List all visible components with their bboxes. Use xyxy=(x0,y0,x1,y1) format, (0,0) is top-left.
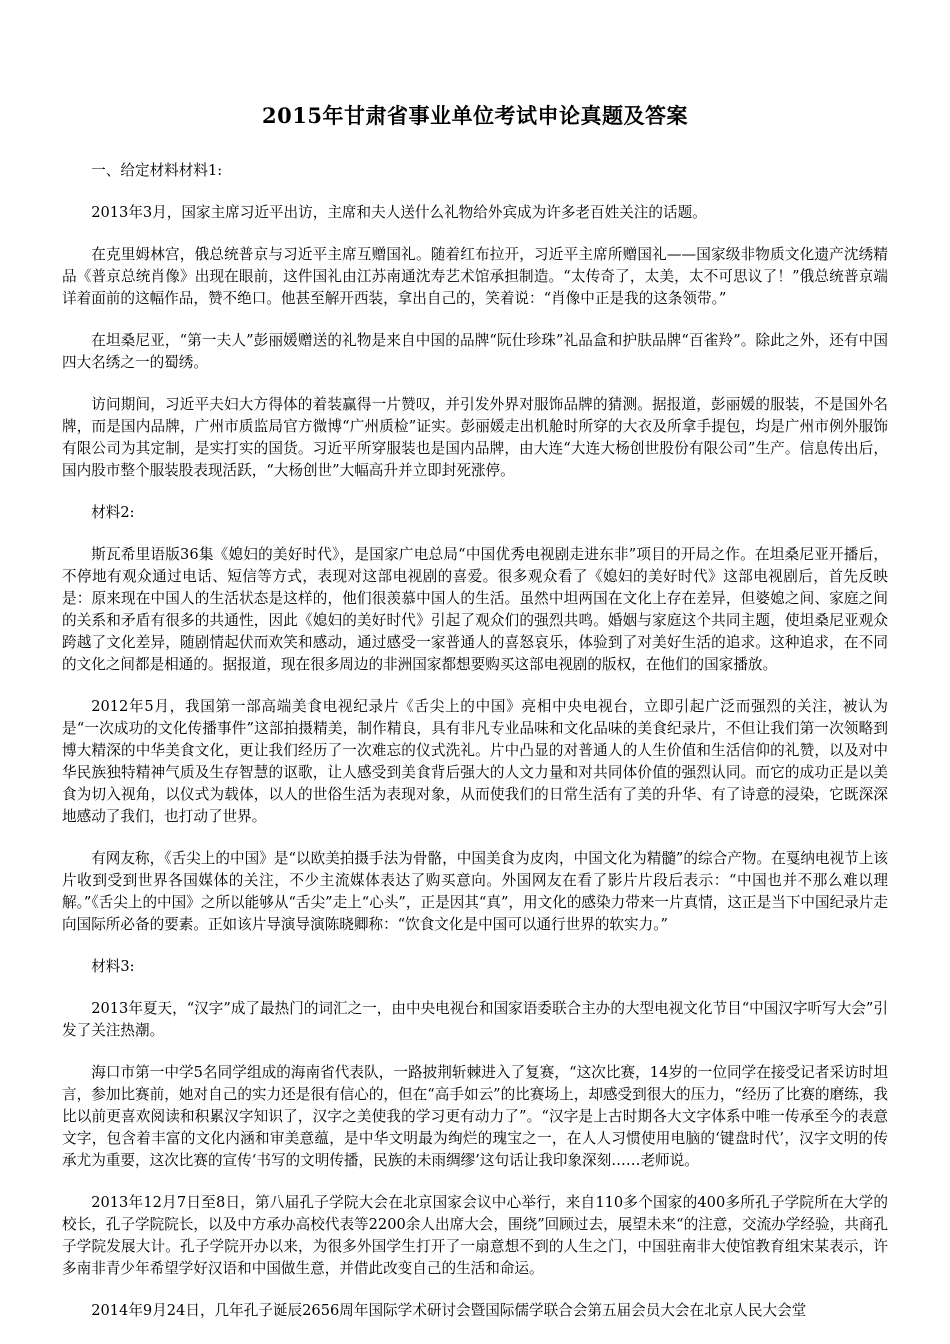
document-title: 2015年甘肃省事业单位考试申论真题及答案 xyxy=(262,103,688,128)
paragraph: 海口市第一中学5名同学组成的海南省代表队，一路披荆斩棘进入了复赛，“这次比赛，14岁的一位同学在接受记者采访时坦言，参加比赛前，她对自己的实力还是很有信心的，但在“高手如云”的比赛场上，却感受到很大的压力，“经历了比赛的磨练，我比以前更喜欢阅读和积累汉字知识了，汉字之美使我的学习更有动力了”。“汉字是上古时期各大文字体系中唯一传承至今的表意文字，包含着丰富的文化内涵和审美意蕴，是中华文明最为绚烂的瑰宝之一，在人人习惯使用电脑的‘键盘时代’，汉字文明的传承尤为重要，这次比赛的宣传‘书写的文明传播，民族的未雨绸缪’这句话让我印象深刻……老师说。 xyxy=(62,1064,888,1169)
paragraph: 2013年夏天，“汉字”成了最热门的词汇之一，由中央电视台和国家语委联合主办的大型电视文化节目“中国汉字听写大会”引发了关注热潮。 xyxy=(62,1000,888,1039)
paragraph: 在坦桑尼亚，“第一夫人”彭丽媛赠送的礼物是来自中国的品牌“阮仕珍珠”礼品盒和护肤品牌“百雀羚”。除此之外，还有中国四大名绣之一的蜀绣。 xyxy=(62,332,888,371)
paragraph: 2014年9月24日，几年孔子诞辰2656周年国际学术研讨会暨国际儒学联合会第五届会员大会在北京人民大会堂 xyxy=(91,1302,807,1319)
paragraph: 访问期间，习近平夫妇大方得体的着装赢得一片赞叹，并引发外界对服饰品牌的猜测。据报道，彭丽媛的服装，不是国外名牌，而是国内品牌，广州市质监局官方微博“广州质检”证实。彭丽媛走出机舱时所穿的大衣及所拿手提包，均是广州市例外服饰有限公司为其定制，是实打实的国货。习近平所穿服装也是国内品牌，由大连“大连大杨创世股份有限公司”生产。信息传出后，国内股市整个服装股表现活跃，“大杨创世”大幅高升并立即封死涨停。 xyxy=(62,396,888,479)
paragraph: 斯瓦希里语版36集《媳妇的美好时代》，是国家广电总局“中国优秀电视剧走进东非”项目的开局之作。在坦桑尼亚开播后，不停地有观众通过电话、短信等方式，表现对这部电视剧的喜爱。很多观众看了《媳妇的美好时代》这部电视剧后，首先反映是：原来现在中国人的生活状态是这样的，他们很羡慕中国人的生活。虽然中坦两国在文化上存在差异，但婆媳之间、家庭之间的关系和矛盾有很多的共通性，因此《媳妇的美好时代》引起了观众们的强烈共鸣。婚姻与家庭这个共同主题，使坦桑尼亚观众跨越了文化差异，随剧情起伏而欢笑和感动，通过感受一家普通人的喜怒哀乐，体验到了对美好生活的追求。这种追求，在不同的文化之间都是相通的。据报道，现在很多周边的非洲国家都想要购买这部电视剧的版权，在他们的国家播放。 xyxy=(62,546,888,673)
paragraph: 2013年12月7日至8日，第八届孔子学院大会在北京国家会议中心举行，来自110多个国家的400多所孔子学院所在大学的校长，孔子学院院长，以及中方承办高校代表等2200余人出席大会，围绕”回顾过去，展望未来“的注意，交流办学经验，共商孔子学院发展大计。孔子学院开办以来，为很多外国学生打开了一扇意想不到的人生之门，中国驻南非大使馆教育组宋某表示，许多南非青少年希望学好汉语和中国做生意，并借此改变自己的生活和命运。 xyxy=(62,1194,888,1277)
paragraph: 2012年5月，我国第一部高端美食电视纪录片《舌尖上的中国》亮相中央电视台，立即引起广泛而强烈的关注，被认为是“一次成功的文化传播事件”这部拍摄精美，制作精良，具有非凡专业品味和文化品味的美食纪录片，不但让我们第一次领略到博大精深的中华美食文化，更让我们经历了一次难忘的仪式洗礼。片中凸显的对普通人的人生价值和生活信仰的礼赞，以及对中华民族独特精神气质及生存智慧的讴歌，让人感受到美食背后强大的人文力量和对共同体价值的强烈认同。而它的成功正是以美食为切入视角，以仪式为载体，以人的世俗生活为表现对象，从而使我们的日常生活有了美的升华、有了诗意的浸染，它既深深地感动了我们，也打动了世界。 xyxy=(62,698,888,825)
paragraph: 一、给定材料材料1: xyxy=(91,162,223,179)
document-body xyxy=(62,160,888,1322)
paragraph: 材料3: xyxy=(91,958,135,975)
paragraph: 材料2: xyxy=(91,504,135,521)
paragraph: 在克里姆林宫，俄总统普京与习近平主席互赠国礼。随着红布拉开，习近平主席所赠国礼——国家级非物质文化遗产沈绣精品《普京总统肖像》出现在眼前，这件国礼由江苏南通沈寿艺术馆承担制造。“太传奇了，太美，太不可思议了！”俄总统普京端详着面前的这幅作品，赞不绝口。他甚至解开西装，拿出自己的，笑着说：“肖像中正是我的这条领带。” xyxy=(62,246,888,307)
paragraph: 有网友称，《舌尖上的中国》是“以欧美拍摄手法为骨骼，中国美食为皮肉，中国文化为精髓”的综合产物。在戛纳电视节上该片收到受到世界各国媒体的关注，不少主流媒体表达了购买意向。外国网友在看了影片片段后表示：“中国也并不那么难以理解。”《舌尖上的中国》之所以能够从“舌尖”走上“心头”，正是因其“真”，用文化的感染力带来一片真情，这正是当下中国纪录片走向国际所必备的要素。正如该片导演导演陈晓卿称：“饮食文化是中国可以通行世界的软实力。” xyxy=(62,850,888,933)
paragraph: 2013年3月，国家主席习近平出访，主席和夫人送什么礼物给外宾成为许多老百姓关注的话题。 xyxy=(91,204,707,221)
